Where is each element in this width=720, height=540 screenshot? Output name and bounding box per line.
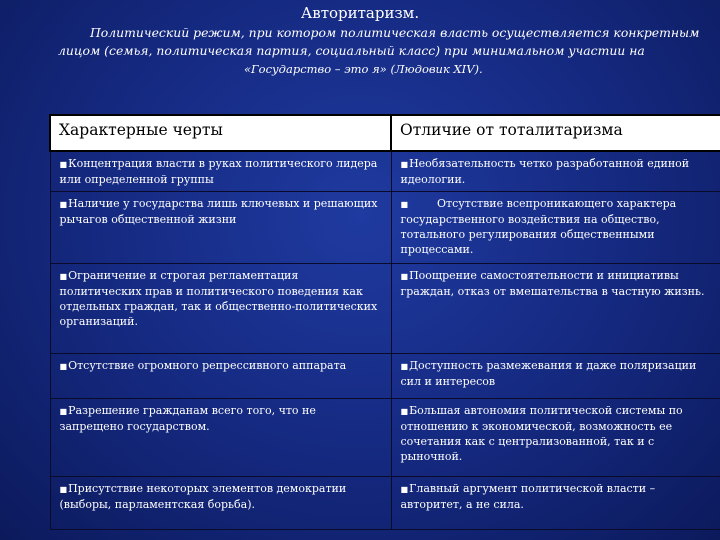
table-cell-left [50, 151, 391, 192]
bullet-icon: ■ [400, 407, 409, 416]
bullet-icon: ■ [59, 160, 68, 169]
cell-text: Большая автономия политической системы по отношению к экономической, возможность ее сочетания как с централизованной, так и с рыночной. [400, 404, 683, 463]
table-row [50, 192, 720, 264]
cell-text: Доступность размежевания и даже поляризации сил и интересов [400, 359, 697, 388]
cell-text: Наличие у государства лишь ключевых и решающих рычагов общественной жизни [59, 197, 378, 226]
table-cell-left [50, 192, 391, 264]
table-cell-right [391, 264, 720, 354]
definition-line-2: лицом (семья, политическая партия, социальный класс) при минимальном участии на [58, 43, 645, 58]
table-cell-left [50, 399, 391, 477]
table-header-row [50, 115, 720, 151]
table-cell-right [391, 477, 720, 530]
table-cell-left [50, 477, 391, 530]
bullet-icon: ■ [400, 485, 409, 494]
table-cell-left [50, 354, 391, 399]
cell-text: Главный аргумент политической власти – авторитет, а не сила. [400, 482, 656, 511]
cell-text: Ограничение и строгая регламентация политических прав и политического поведения как отдельных граждан, так и общественно-политических организаций. [59, 269, 378, 328]
table-cell-right [391, 151, 720, 192]
table-row [50, 354, 720, 399]
definition-text [58, 24, 720, 78]
table-cell-right [391, 354, 720, 399]
cell-text: Концентрация власти в руках политического лидера или определенной группы [59, 157, 378, 186]
cell-text: Необязательность четко разработанной единой идеологии. [400, 157, 690, 186]
table-row [50, 477, 720, 530]
table-row [50, 264, 720, 354]
definition-line-1: Политический режим, при котором политическая власть осуществляется конкретным [90, 25, 700, 40]
cell-text: Присутствие некоторых элементов демократии (выборы, парламентская борьба). [59, 482, 347, 511]
table-row [50, 399, 720, 477]
header-difference: Отличие от тоталитаризма [391, 115, 720, 151]
bullet-icon: ■ [400, 272, 409, 281]
bullet-icon: ■ [59, 200, 68, 209]
cell-text: Разрешение гражданам всего того, что не запрещено государством. [59, 404, 316, 433]
cell-text: Поощрение самостоятельности и инициативы граждан, отказ от вмешательства в частную жизнь. [400, 269, 705, 298]
table-cell-right [391, 192, 720, 264]
bullet-icon: ■ [59, 407, 68, 416]
bullet-icon: ■ [59, 362, 68, 371]
cell-text: Отсутствие всепроникающего характера государственного воздействия на общество, тотального регулирования общественными процессами. [400, 197, 680, 256]
bullet-icon: ■ [59, 272, 68, 281]
slide-title: Авторитаризм. [300, 4, 420, 22]
comparison-table [49, 114, 720, 530]
cell-text: Отсутствие огромного репрессивного аппарата [68, 359, 347, 372]
definition-quote: «Государство – это я» (Людовик XIV). [244, 62, 483, 76]
table-row [50, 151, 720, 192]
bullet-icon: ■ [59, 485, 68, 494]
bullet-icon: ■ [400, 362, 409, 371]
bullet-icon: ■ [400, 200, 409, 209]
bullet-icon: ■ [400, 160, 409, 169]
table-cell-left [50, 264, 391, 354]
header-characteristics: Характерные черты [50, 115, 391, 151]
table-cell-right [391, 399, 720, 477]
